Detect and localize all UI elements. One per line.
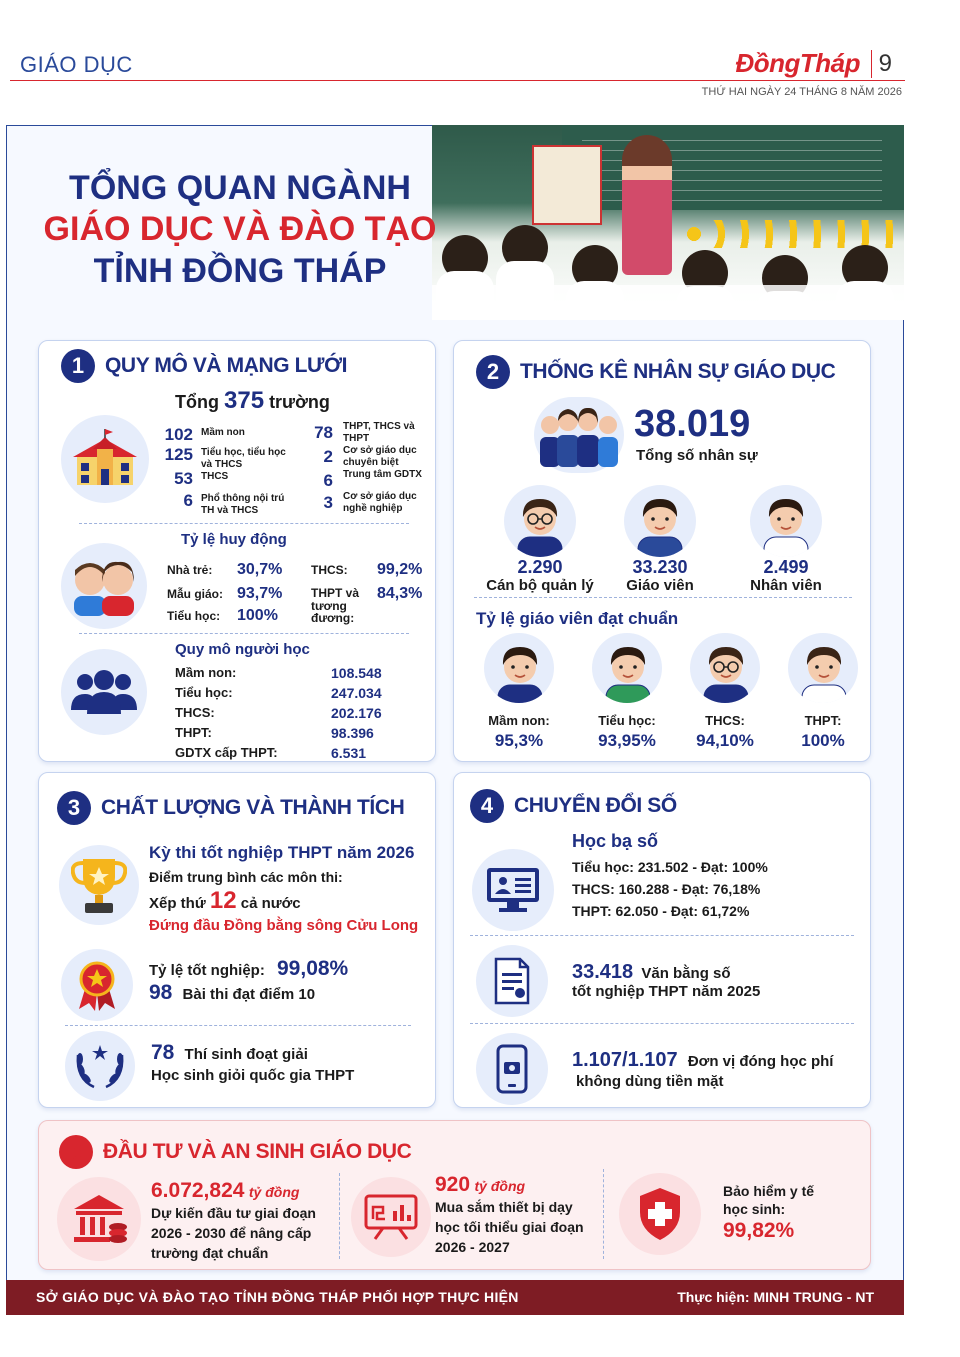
divider — [79, 633, 409, 634]
rank-suffix: cả nước — [240, 895, 301, 912]
medal-icon — [61, 949, 133, 1021]
section-number: 2 — [476, 355, 510, 389]
exam-title: Kỳ thi tốt nghiệp THPT năm 2026 — [149, 843, 415, 862]
mobilize-label: THCS: — [311, 563, 348, 577]
section-5-header — [59, 1135, 411, 1169]
learner-count: 98.396 — [331, 725, 374, 741]
school-count: 2 — [323, 447, 333, 466]
award-sub: Học sinh giỏi quốc gia THPT — [151, 1067, 355, 1084]
section-1-header — [61, 349, 347, 383]
school-type: Mầm non — [201, 427, 245, 438]
section-number: 3 — [57, 791, 91, 825]
school-count: 53 — [174, 469, 193, 488]
standard-title — [476, 609, 678, 629]
learner-level: Tiểu học: — [175, 685, 233, 700]
learner-count: 6.531 — [331, 745, 367, 761]
laurel-icon — [65, 1031, 135, 1101]
staff-avatar — [624, 485, 696, 557]
mobilize-title — [181, 531, 287, 549]
learner-count: 108.548 — [331, 665, 382, 681]
school-total-value: 375 — [224, 387, 265, 414]
masthead-separator — [871, 50, 872, 78]
cashless-tuition — [572, 1049, 833, 1072]
section-4-header — [470, 789, 677, 823]
standard-level: Tiểu học: — [598, 713, 656, 728]
mobilize-title-text: Tỷ lệ huy động — [181, 531, 287, 548]
school-type: THPT, THCS và THPT — [343, 421, 415, 444]
staff-avatar — [750, 485, 822, 557]
section-2-header — [476, 355, 835, 389]
cashless-value: 1.107/1.107 — [572, 1049, 678, 1071]
equipment-value: 920 — [435, 1173, 471, 1196]
desk-row — [432, 285, 904, 320]
staff-avatar — [504, 485, 576, 557]
divider — [79, 523, 409, 524]
equipment-text-1: Mua sắm thiết bị dạy — [435, 1199, 573, 1215]
insurance-text-1: Bảo hiểm y tế — [723, 1183, 815, 1199]
teacher-avatar — [788, 633, 858, 703]
standard-value: 100% — [801, 731, 845, 750]
award-label: Thí sinh đoạt giải — [184, 1046, 308, 1063]
mobilize-value: 30,7% — [237, 561, 283, 578]
learner-level: THCS: — [175, 705, 215, 720]
staff-count: 33.230 — [632, 557, 688, 577]
school-count: 102 — [164, 425, 193, 444]
digital-diploma-sub: tốt nghiệp THPT năm 2025 — [572, 983, 761, 1000]
school-type: Trung tâm GDTX — [343, 469, 422, 480]
staff-role: Nhân viên — [750, 577, 822, 594]
children-icon — [61, 543, 147, 629]
cashless-label: Đơn vị đóng học phí — [687, 1053, 834, 1070]
learner-level: Mầm non: — [175, 665, 237, 680]
section-title: ĐẦU TƯ VÀ AN SINH GIÁO DỤC — [103, 1140, 412, 1163]
school-count: 78 — [314, 423, 333, 442]
main-title — [20, 168, 460, 292]
staff-group-icon — [534, 397, 624, 473]
page-number: 9 — [878, 50, 892, 77]
perfect-scores-value: 98 — [149, 981, 173, 1004]
classroom-photo — [432, 125, 904, 320]
student-figure — [502, 225, 548, 271]
digital-record-row: Tiểu học: 231.502 - Đạt: 100% — [572, 859, 768, 875]
title-line-2: GIÁO DỤC VÀ ĐÀO TẠO — [43, 210, 437, 249]
insurance-value: 99,82% — [723, 1219, 795, 1242]
school-count: 125 — [164, 445, 193, 464]
footer-author: Thực hiện: MINH TRUNG - NT — [677, 1289, 874, 1305]
award-value: 78 — [151, 1041, 175, 1064]
invest-text-1: Dự kiến đầu tư giai đoạn — [151, 1205, 316, 1221]
award-count — [151, 1041, 308, 1065]
bank-icon — [57, 1177, 141, 1261]
mobilize-value: 84,3% — [377, 585, 423, 602]
equipment-text-3: 2026 - 2027 — [435, 1239, 510, 1255]
school-count: 3 — [323, 493, 333, 512]
school-type: Phổ thông nội trú TH và THCS — [201, 493, 285, 516]
insurance-text-2: học sinh: — [723, 1201, 786, 1217]
avg-score-label: Điểm trung bình các môn thi: — [149, 869, 343, 885]
masthead-logo: ĐồngTháp — [735, 48, 860, 78]
invest-value: 6.072,824 — [151, 1179, 245, 1202]
equipment-amount — [435, 1173, 525, 1197]
invest-unit: tỷ đồng — [248, 1184, 300, 1200]
school-total — [175, 387, 330, 415]
perfect-scores — [149, 981, 315, 1005]
section-3-card — [38, 772, 436, 1108]
group-icon — [61, 649, 147, 735]
standard-value: 95,3% — [494, 731, 544, 750]
trophy-icon — [59, 845, 139, 925]
teacher-avatar — [592, 633, 662, 703]
digital-diploma — [572, 961, 731, 984]
teacher-avatar — [690, 633, 760, 703]
school-total-prefix: Tổng — [175, 392, 219, 412]
mobilize-label: Tiểu học: — [167, 609, 221, 623]
section-number: 1 — [61, 349, 95, 383]
mobilize-label: Nhà trẻ: — [167, 563, 213, 577]
digital-record-title: Học bạ số — [572, 831, 659, 851]
page-header — [0, 0, 960, 120]
standard-level: THCS: — [705, 713, 745, 728]
learner-count: 202.176 — [331, 705, 382, 721]
section-1-card — [38, 340, 436, 762]
invest-amount — [151, 1179, 299, 1203]
teacher-figure — [622, 135, 672, 275]
section-name: GIÁO DỤC — [20, 52, 133, 77]
phone-payment-icon — [476, 1033, 548, 1105]
mobilize-value: 99,2% — [377, 561, 423, 578]
digital-record-row: THPT: 62.050 - Đạt: 61,72% — [572, 903, 750, 919]
title-line-3: TỈNH ĐỒNG THÁP — [93, 251, 387, 290]
divider — [470, 1023, 854, 1024]
standard-title-text: Tỷ lệ giáo viên đạt chuẩn — [476, 609, 679, 628]
grad-rate-label: Tỷ lệ tốt nghiệp: — [149, 962, 265, 979]
staff-count: 2.290 — [517, 557, 563, 577]
footer-credit: SỞ GIÁO DỤC VÀ ĐÀO TẠO TỈNH ĐỒNG THÁP PHỐI HỢP THỰC HIỆN — [36, 1289, 519, 1305]
section-4-card — [453, 772, 871, 1108]
divider — [470, 935, 854, 936]
title-line-1: TỔNG QUAN NGÀNH — [69, 169, 411, 207]
alphabet-poster — [532, 145, 602, 225]
issue-date: THỨ HAI NGÀY 24 THÁNG 8 NĂM 2026 — [701, 86, 902, 98]
section-title: CHẤT LƯỢNG VÀ THÀNH TÍCH — [101, 796, 405, 819]
national-rank — [149, 887, 301, 915]
rank-value: 12 — [209, 887, 237, 914]
mobilize-label: Mẫu giáo: — [167, 587, 223, 601]
equipment-text-2: học tối thiểu giai đoạn — [435, 1219, 584, 1235]
divider — [65, 1025, 411, 1026]
staff-total-label: Tổng số nhân sự — [636, 447, 758, 464]
rank-prefix: Xếp thứ — [149, 895, 206, 912]
regional-lead: Đứng đầu Đồng bằng sông Cửu Long — [149, 917, 419, 934]
school-type: THCS — [201, 471, 229, 482]
board-icon — [351, 1177, 431, 1257]
digital-diploma-label: Văn bằng số — [641, 965, 731, 982]
divider — [474, 597, 852, 598]
staff-total-value: 38.019 — [634, 403, 751, 445]
standard-level: THPT: — [804, 713, 842, 728]
section-title: CHUYỂN ĐỔI SỐ — [514, 794, 677, 817]
section-3-header — [57, 791, 404, 825]
section-2-card — [453, 340, 871, 762]
invest-text-2: 2026 - 2030 để nâng cấp — [151, 1225, 312, 1241]
learner-level: GDTX cấp THPT: — [175, 745, 278, 760]
school-icon — [61, 415, 149, 503]
digital-diploma-value: 33.418 — [572, 961, 634, 983]
grad-rate-value: 99,08% — [277, 957, 349, 980]
school-count: 6 — [183, 491, 193, 510]
learners-title-text: Quy mô người học — [175, 641, 310, 658]
mobilize-label: THPT và tương đương: — [311, 586, 360, 626]
divider — [603, 1169, 604, 1259]
standard-value: 93,95% — [598, 731, 656, 750]
equipment-unit: tỷ đồng — [474, 1178, 526, 1194]
standard-level: Mầm non: — [488, 713, 550, 728]
monitor-icon — [472, 849, 554, 931]
section-title: THỐNG KÊ NHÂN SỰ GIÁO DỤC — [520, 360, 836, 383]
mobilize-value: 100% — [237, 607, 278, 624]
section-5-card — [38, 1120, 871, 1270]
learner-count: 247.034 — [331, 685, 382, 701]
staff-role: Cán bộ quản lý — [486, 577, 594, 594]
school-type: Cơ sở giáo dục chuyên biệt — [343, 445, 417, 468]
grad-rate — [149, 957, 348, 981]
mobilize-value: 93,7% — [237, 585, 283, 602]
cashless-sub: không dùng tiền mặt — [576, 1073, 724, 1090]
invest-text-3: trường đạt chuẩn — [151, 1245, 269, 1261]
shield-cross-icon — [619, 1173, 701, 1255]
learner-level: THPT: — [175, 725, 212, 740]
section-number: 4 — [470, 789, 504, 823]
header-rule — [10, 80, 905, 81]
teacher-avatar — [484, 633, 554, 703]
perfect-scores-label: Bài thi đạt điểm 10 — [182, 986, 316, 1003]
staff-role: Giáo viên — [626, 577, 694, 594]
flower-decoration — [682, 220, 904, 248]
diploma-icon — [476, 945, 548, 1017]
section-number: 5 — [59, 1135, 93, 1169]
divider — [339, 1173, 340, 1259]
school-type: Tiểu học, tiểu học và THCS — [201, 447, 286, 470]
footer-bar — [6, 1280, 904, 1315]
standard-value: 94,10% — [696, 731, 754, 750]
staff-count: 2.499 — [763, 557, 809, 577]
school-type: Cơ sở giáo dục nghề nghiệp — [343, 491, 417, 514]
school-total-suffix: trường — [269, 392, 330, 412]
digital-record-row: THCS: 160.288 - Đạt: 76,18% — [572, 881, 761, 897]
learners-title — [175, 641, 310, 659]
school-count: 6 — [323, 471, 333, 490]
section-title: QUY MÔ VÀ MẠNG LƯỚI — [105, 354, 348, 377]
